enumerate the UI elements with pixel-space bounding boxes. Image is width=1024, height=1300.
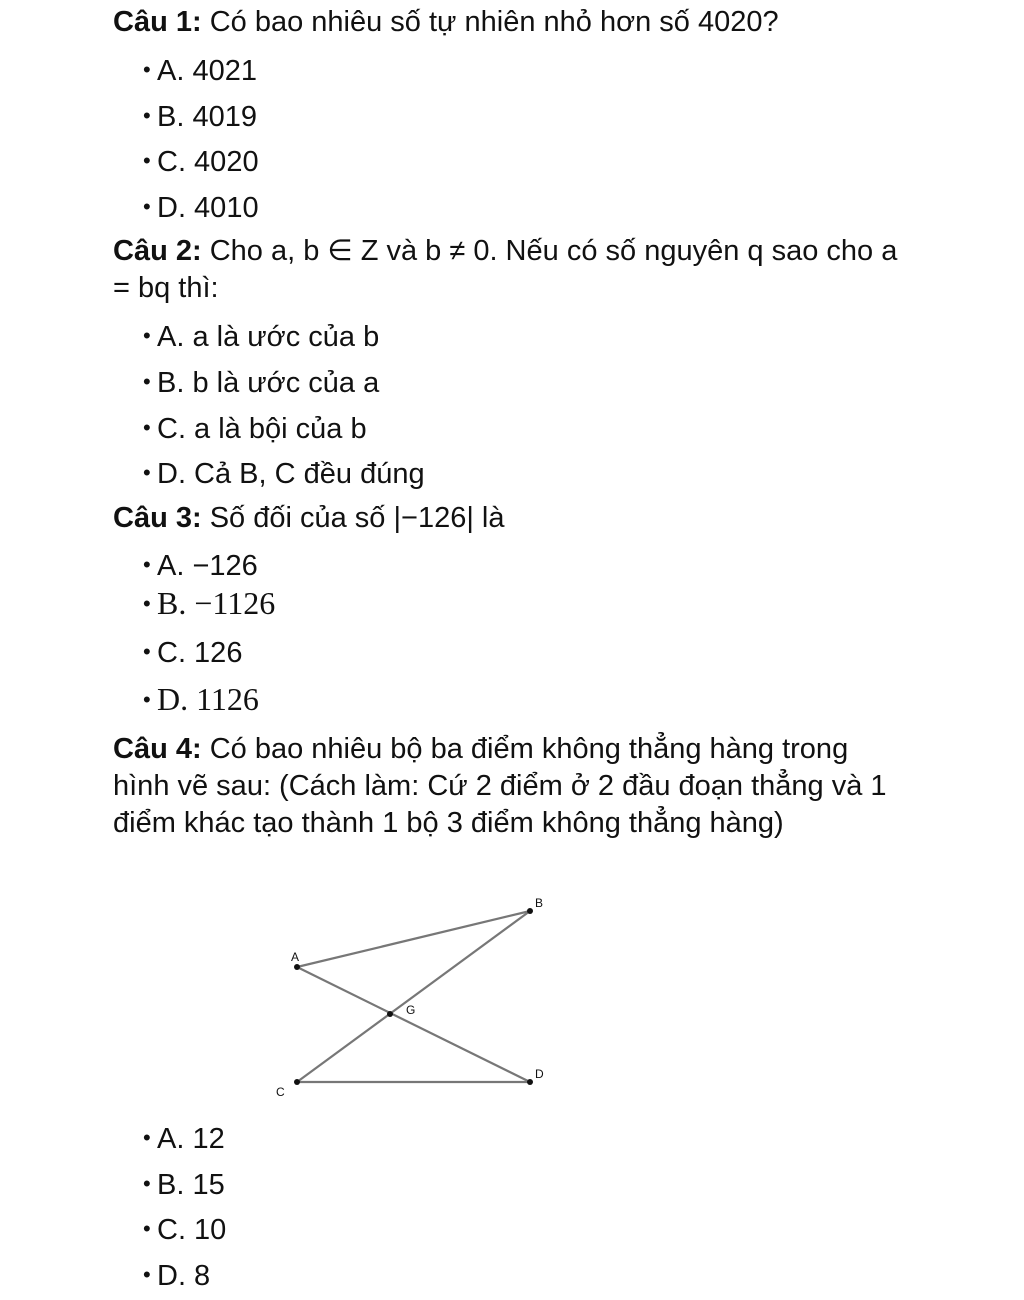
bullet-icon: • [143, 1171, 151, 1196]
bullet-icon: • [143, 639, 151, 664]
option-label: C. 126 [157, 637, 243, 669]
label-a: A [291, 950, 300, 964]
question-3-text: Số đối của số |−126| là [201, 502, 505, 534]
bullet-icon: • [143, 194, 151, 219]
option-label: A. 4021 [157, 55, 257, 87]
question-1-text: Có bao nhiêu số tự nhiên nhỏ hơn số 4020? [201, 6, 779, 38]
bullet-icon: • [143, 1216, 151, 1241]
point-a [294, 964, 300, 970]
question-4-option-a[interactable] [143, 1119, 225, 1158]
label-g: G [406, 1003, 416, 1017]
question-4-option-d[interactable] [143, 1256, 210, 1295]
bullet-icon: • [143, 687, 151, 712]
option-label: A. 12 [157, 1123, 225, 1155]
question-4 [113, 731, 903, 842]
question-3-option-d[interactable] [143, 681, 259, 718]
question-2-option-d[interactable] [143, 454, 425, 493]
option-label: D. 1126 [157, 681, 259, 717]
option-label: D. 4010 [157, 192, 259, 224]
option-label: D. Cả B, C đều đúng [157, 458, 425, 490]
geometry-figure [260, 890, 560, 1110]
bullet-icon: • [143, 552, 151, 577]
question-2 [113, 233, 903, 307]
question-4-label: Câu 4: [113, 733, 202, 765]
option-label: C. a là bội của b [157, 413, 367, 445]
label-b: B [535, 896, 544, 910]
question-1-option-d[interactable] [143, 188, 259, 227]
question-2-option-a[interactable] [143, 317, 379, 356]
bullet-icon: • [143, 148, 151, 173]
option-label: C. 4020 [157, 146, 259, 178]
question-2-text: Cho a, b ∈ Z và b ≠ 0. Nếu có số nguyên q sao cho a = bq thì: [113, 235, 898, 304]
question-1 [113, 4, 903, 41]
label-c: C [276, 1085, 285, 1099]
point-g [387, 1011, 393, 1017]
question-2-option-b[interactable] [143, 363, 379, 402]
option-label: B. −1126 [157, 585, 276, 621]
question-1-label: Câu 1: [113, 6, 202, 38]
question-3-option-b[interactable] [143, 585, 275, 622]
question-2-label: Câu 2: [113, 235, 202, 267]
question-4-option-b[interactable] [143, 1165, 225, 1204]
bullet-icon: • [143, 323, 151, 348]
bullet-icon: • [143, 591, 151, 616]
option-label: C. 10 [157, 1214, 227, 1246]
question-2-option-c[interactable] [143, 409, 367, 448]
option-label: A. −126 [157, 550, 258, 582]
question-1-option-c[interactable] [143, 142, 259, 181]
point-d [527, 1079, 533, 1085]
question-3-option-a[interactable] [143, 546, 258, 585]
option-label: B. 4019 [157, 101, 257, 133]
segment-ab [297, 911, 530, 967]
option-label: D. 8 [157, 1260, 211, 1292]
point-c [294, 1079, 300, 1085]
bullet-icon: • [143, 415, 151, 440]
bullet-icon: • [143, 1125, 151, 1150]
question-4-text: Có bao nhiêu bộ ba điểm không thẳng hàng trong hình vẽ sau: (Cách làm: Cứ 2 điểm ở 2 đầu đoạn thẳng và 1 điểm khác tạo thành 1 bộ 3 điểm không thẳng hàng) [113, 733, 887, 839]
option-label: B. 15 [157, 1169, 225, 1201]
bullet-icon: • [143, 460, 151, 485]
segment-ad [297, 967, 530, 1082]
option-label: A. a là ước của b [157, 321, 380, 353]
bullet-icon: • [143, 1262, 151, 1287]
question-3-label: Câu 3: [113, 502, 202, 534]
question-1-option-b[interactable] [143, 97, 257, 136]
bullet-icon: • [143, 103, 151, 128]
bullet-icon: • [143, 369, 151, 394]
question-3 [113, 500, 903, 537]
option-label: B. b là ước của a [157, 367, 380, 399]
label-d: D [535, 1067, 544, 1081]
bullet-icon: • [143, 57, 151, 82]
question-1-option-a[interactable] [143, 51, 257, 90]
question-3-option-c[interactable] [143, 633, 242, 672]
question-4-option-c[interactable] [143, 1210, 226, 1249]
segment-bc [297, 911, 530, 1082]
point-b [527, 908, 533, 914]
